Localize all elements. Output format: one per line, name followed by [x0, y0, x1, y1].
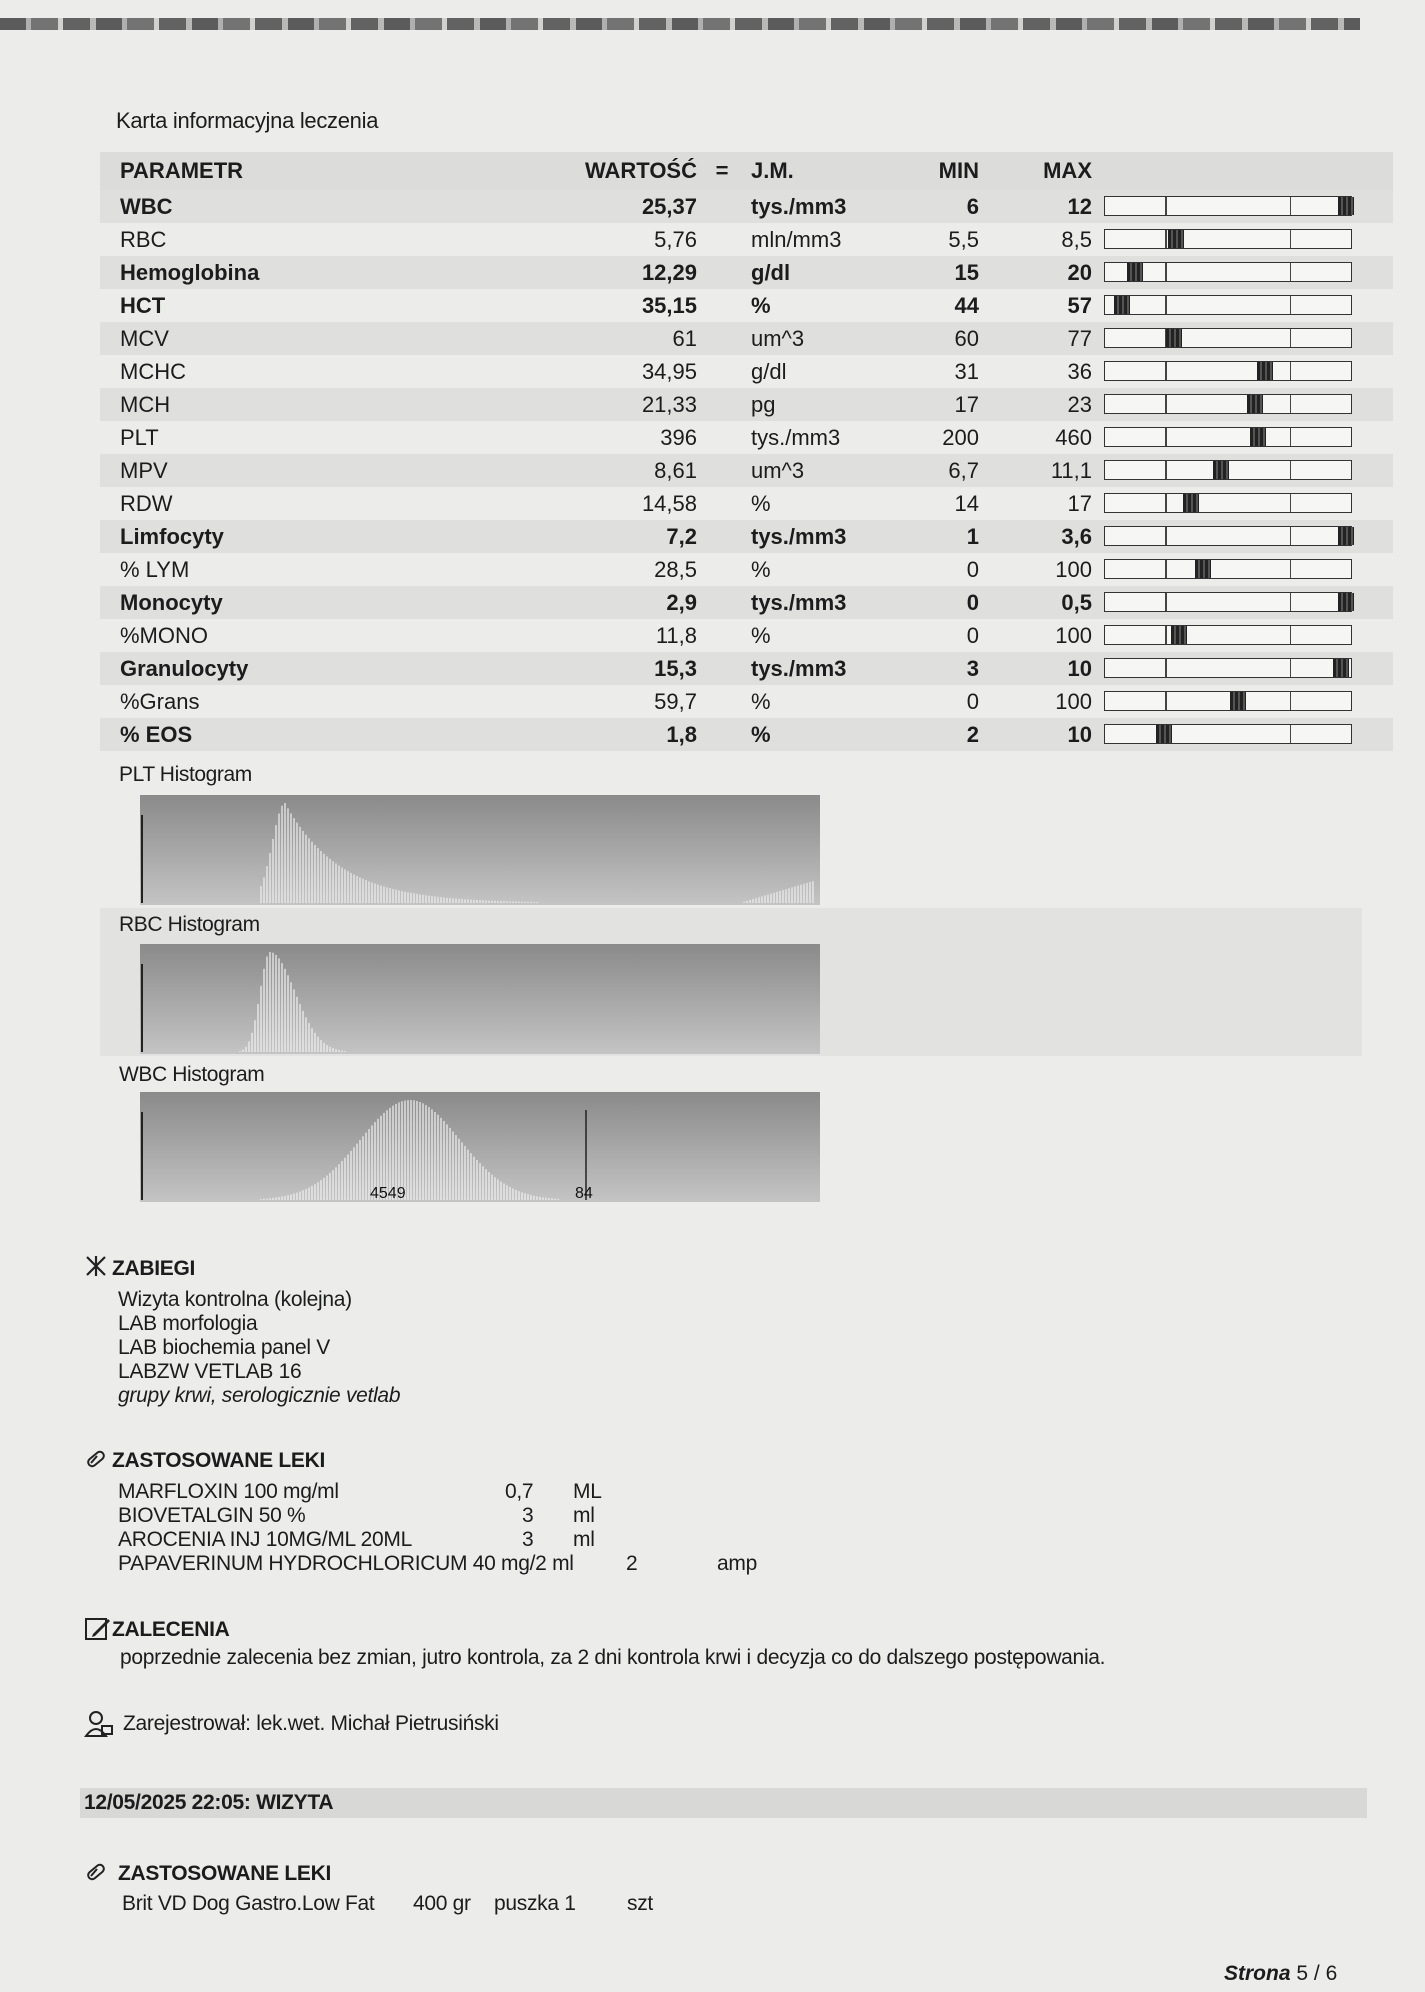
lab-row — [100, 718, 1393, 751]
param-unit: um^3 — [751, 457, 805, 483]
param-unit: tys./mm3 — [751, 655, 847, 681]
param-eq — [697, 586, 747, 619]
drug-unit: ml — [573, 1504, 595, 1527]
range-bar — [1104, 328, 1352, 348]
lab-row — [100, 322, 1393, 355]
range-indicator — [1096, 619, 1393, 652]
range-min-divider — [1165, 527, 1167, 545]
range-max-divider — [1290, 593, 1292, 611]
range-marker — [1213, 461, 1229, 479]
param-eq — [697, 553, 747, 586]
range-marker — [1127, 263, 1143, 281]
param-min: 0 — [966, 622, 979, 648]
param-unit: % — [751, 721, 771, 747]
wbc-histogram-label: WBC Histogram — [119, 1063, 265, 1086]
param-unit: pg — [751, 391, 776, 417]
range-marker — [1257, 362, 1273, 380]
drug-unit: ml — [573, 1528, 595, 1551]
range-max-divider — [1290, 263, 1292, 281]
range-min-divider — [1165, 692, 1167, 710]
param-unit: tys./mm3 — [751, 424, 841, 450]
range-indicator — [1096, 223, 1393, 256]
lab-row — [100, 289, 1393, 322]
range-max-divider — [1290, 692, 1292, 710]
lab-row — [100, 190, 1393, 223]
table-header-row — [100, 152, 1393, 190]
param-name: WBC — [120, 193, 173, 219]
param-min: 3 — [966, 655, 979, 681]
range-min-divider — [1165, 362, 1167, 380]
range-marker — [1168, 230, 1184, 248]
param-name: %MONO — [120, 622, 208, 648]
lab-row — [100, 553, 1393, 586]
range-bar — [1104, 559, 1352, 579]
range-marker — [1183, 494, 1199, 512]
param-value: 396 — [660, 424, 697, 450]
rbc-histogram — [140, 944, 820, 1054]
param-value: 5,76 — [654, 226, 697, 252]
pill-icon — [84, 1860, 108, 1889]
param-min: 6 — [966, 193, 979, 219]
range-min-divider — [1165, 428, 1167, 446]
range-min-divider — [1165, 197, 1167, 215]
param-eq — [697, 355, 747, 388]
range-min-divider — [1165, 296, 1167, 314]
page-number: 5 — [1296, 1962, 1309, 1985]
zabieg-item: LAB biochemia panel V — [118, 1336, 331, 1359]
visit-drug-unit: szt — [627, 1892, 653, 1915]
header-range — [1096, 152, 1393, 190]
zabieg-item: grupy krwi, serologicznie vetlab — [118, 1384, 401, 1407]
param-value: 8,61 — [654, 457, 697, 483]
param-eq — [697, 619, 747, 652]
range-indicator — [1096, 553, 1393, 586]
range-marker — [1338, 527, 1354, 545]
drug-qty: 3 — [522, 1528, 534, 1551]
lab-row — [100, 454, 1393, 487]
param-name: % LYM — [120, 556, 190, 582]
range-marker — [1250, 428, 1266, 446]
drug-qty: 2 — [626, 1552, 638, 1575]
wbc-histogram — [140, 1092, 820, 1202]
param-max: 11,1 — [1050, 457, 1092, 483]
range-bar — [1104, 262, 1352, 282]
param-min: 2 — [966, 721, 979, 747]
param-max: 10 — [1067, 721, 1092, 747]
param-unit: % — [751, 490, 771, 516]
range-min-divider — [1165, 395, 1167, 413]
range-min-divider — [1165, 593, 1167, 611]
drug-unit: amp — [717, 1552, 757, 1575]
visit-drug-pack: puszka 1 — [494, 1892, 576, 1915]
param-value: 14,58 — [641, 490, 697, 516]
param-unit: % — [751, 292, 771, 318]
header-max: MAX — [979, 152, 1096, 190]
zalecenia-title: ZALECENIA — [112, 1618, 230, 1641]
param-eq — [697, 652, 747, 685]
param-unit: g/dl — [751, 259, 791, 285]
visit-drug-name: Brit VD Dog Gastro.Low Fat — [122, 1892, 375, 1915]
param-value: 35,15 — [641, 292, 697, 318]
param-unit: g/dl — [751, 358, 787, 384]
param-value: 28,5 — [654, 556, 697, 582]
rbc-histogram-label: RBC Histogram — [119, 913, 260, 936]
param-max: 100 — [1055, 556, 1092, 582]
param-value: 21,33 — [641, 391, 697, 417]
header-param: PARAMETR — [100, 152, 572, 190]
param-max: 100 — [1055, 622, 1092, 648]
lab-row — [100, 487, 1393, 520]
param-eq — [697, 520, 747, 553]
header-value: WARTOŚĆ — [572, 152, 697, 190]
range-bar — [1104, 724, 1352, 744]
range-indicator — [1096, 520, 1393, 553]
range-min-divider — [1165, 560, 1167, 578]
param-eq — [697, 718, 747, 751]
range-max-divider — [1290, 230, 1292, 248]
range-bar — [1104, 592, 1352, 612]
lab-row — [100, 256, 1393, 289]
range-max-divider — [1290, 362, 1292, 380]
drug-name: BIOVETALGIN 50 % — [118, 1504, 306, 1527]
param-name: RDW — [120, 490, 173, 516]
param-value: 11,8 — [655, 622, 697, 648]
param-eq — [697, 685, 747, 718]
page-total: 6 — [1325, 1962, 1338, 1985]
range-indicator — [1096, 322, 1393, 355]
param-unit: mln/mm3 — [751, 226, 842, 252]
range-bar — [1104, 460, 1352, 480]
range-min-divider — [1165, 626, 1167, 644]
range-max-divider — [1290, 560, 1292, 578]
drug-qty: 0,7 — [505, 1480, 534, 1503]
param-min: 0 — [966, 556, 979, 582]
plt-histogram-label: PLT Histogram — [119, 763, 252, 786]
registered-by: Zarejestrował: lek.wet. Michał Pietrusiński — [123, 1712, 499, 1735]
lab-row — [100, 685, 1393, 718]
lab-row — [100, 652, 1393, 685]
param-min: 44 — [954, 292, 979, 318]
page-label: Strona — [1224, 1962, 1291, 1985]
range-indicator — [1096, 190, 1393, 223]
param-max: 460 — [1055, 424, 1092, 450]
param-name: MCV — [120, 325, 169, 351]
range-max-divider — [1290, 197, 1292, 215]
param-min: 200 — [942, 424, 979, 450]
param-name: MCH — [120, 391, 171, 417]
top-edge-strip — [0, 18, 1360, 30]
lab-table-body — [100, 190, 1393, 751]
range-max-divider — [1290, 395, 1292, 413]
param-min: 31 — [954, 358, 979, 384]
param-unit: % — [751, 622, 771, 648]
param-name: RBC — [120, 226, 167, 252]
param-name: MCHC — [120, 358, 186, 384]
param-value: 15,3 — [654, 655, 697, 681]
param-max: 100 — [1055, 688, 1092, 714]
param-name: Monocyty — [120, 589, 223, 615]
range-min-divider — [1165, 230, 1167, 248]
zabieg-item: Wizyta kontrolna (kolejna) — [118, 1288, 352, 1311]
param-max: 8,5 — [1061, 226, 1092, 252]
range-marker — [1166, 329, 1182, 347]
param-value: 7,2 — [666, 523, 697, 549]
param-max: 23 — [1067, 391, 1092, 417]
param-eq — [697, 190, 747, 223]
range-marker — [1333, 659, 1349, 677]
param-max: 12 — [1067, 193, 1092, 219]
range-max-divider — [1290, 428, 1292, 446]
range-indicator — [1096, 685, 1393, 718]
page-footer — [1224, 1962, 1337, 1986]
range-indicator — [1096, 355, 1393, 388]
param-eq — [697, 223, 747, 256]
lab-results-table — [100, 152, 1393, 751]
param-unit: tys./mm3 — [751, 589, 847, 615]
param-value: 59,7 — [654, 688, 697, 714]
range-marker — [1338, 593, 1354, 611]
range-marker — [1156, 725, 1172, 743]
lab-row — [100, 421, 1393, 454]
procedure-icon — [84, 1254, 108, 1283]
range-marker — [1247, 395, 1263, 413]
range-marker — [1171, 626, 1187, 644]
param-name: MPV — [120, 457, 168, 483]
zabiegi-title: ZABIEGI — [112, 1257, 196, 1280]
param-eq — [697, 256, 747, 289]
param-unit: % — [751, 688, 771, 714]
wbc-histogram-bars — [140, 1092, 820, 1202]
drug-name: MARFLOXIN 100 mg/ml — [118, 1480, 339, 1503]
drug-name: AROCENIA INJ 10MG/ML 20ML — [118, 1528, 412, 1551]
range-bar — [1104, 295, 1352, 315]
visit-drug-qty: 400 gr — [413, 1892, 471, 1915]
param-name: HCT — [120, 292, 166, 318]
visit-leki-title: ZASTOSOWANE LEKI — [118, 1862, 331, 1885]
param-eq — [697, 487, 747, 520]
wbc-marker-1: 4549 — [370, 1185, 406, 1202]
param-value: 25,37 — [641, 193, 697, 219]
range-marker — [1114, 296, 1130, 314]
range-max-divider — [1290, 296, 1292, 314]
range-max-divider — [1290, 659, 1292, 677]
param-value: 61 — [672, 325, 697, 351]
range-indicator — [1096, 454, 1393, 487]
range-bar — [1104, 625, 1352, 645]
drug-qty: 3 — [522, 1504, 534, 1527]
header-unit: J.M. — [747, 152, 894, 190]
param-name: %Grans — [120, 688, 200, 714]
param-eq — [697, 454, 747, 487]
param-min: 17 — [954, 391, 979, 417]
param-unit: um^3 — [751, 325, 805, 351]
range-max-divider — [1290, 461, 1292, 479]
lab-row — [100, 223, 1393, 256]
visit-header: 12/05/2025 22:05: WIZYTA — [84, 1791, 334, 1814]
param-max: 36 — [1067, 358, 1092, 384]
header-eq: = — [697, 152, 747, 190]
param-min: 60 — [954, 325, 979, 351]
zabieg-item: LAB morfologia — [118, 1312, 258, 1335]
range-min-divider — [1165, 494, 1167, 512]
param-value: 1,8 — [666, 721, 697, 747]
wbc-marker-2: 84 — [575, 1185, 593, 1202]
range-indicator — [1096, 388, 1393, 421]
zabieg-item: LABZW VETLAB 16 — [118, 1360, 302, 1383]
param-eq — [697, 388, 747, 421]
param-max: 57 — [1067, 292, 1092, 318]
param-value: 34,95 — [641, 358, 697, 384]
drug-name: PAPAVERINUM HYDROCHLORICUM 40 mg/2 ml — [118, 1552, 574, 1575]
param-min: 15 — [954, 259, 979, 285]
lab-row — [100, 388, 1393, 421]
param-max: 0,5 — [1061, 589, 1092, 615]
user-icon — [84, 1710, 114, 1743]
range-bar — [1104, 229, 1352, 249]
lab-row — [100, 586, 1393, 619]
range-indicator — [1096, 718, 1393, 751]
range-marker — [1195, 560, 1211, 578]
param-max: 3,6 — [1061, 523, 1092, 549]
param-value: 12,29 — [641, 259, 697, 285]
param-unit: tys./mm3 — [751, 523, 847, 549]
range-max-divider — [1290, 725, 1292, 743]
document-title: Karta informacyjna leczenia — [116, 108, 379, 133]
page-sep: / — [1313, 1962, 1320, 1985]
range-indicator — [1096, 421, 1393, 454]
drug-unit: ML — [573, 1480, 602, 1503]
range-max-divider — [1290, 329, 1292, 347]
range-indicator — [1096, 487, 1393, 520]
param-min: 6,7 — [948, 457, 979, 483]
param-name: Hemoglobina — [120, 259, 260, 285]
range-indicator — [1096, 256, 1393, 289]
param-name: Limfocyty — [120, 523, 224, 549]
param-unit: tys./mm3 — [751, 193, 847, 219]
range-marker — [1338, 197, 1354, 215]
range-max-divider — [1290, 527, 1292, 545]
range-min-divider — [1165, 263, 1167, 281]
param-value: 2,9 — [666, 589, 697, 615]
param-max: 17 — [1067, 490, 1092, 516]
lab-row — [100, 619, 1393, 652]
param-max: 77 — [1067, 325, 1092, 351]
range-min-divider — [1165, 461, 1167, 479]
range-indicator — [1096, 289, 1393, 322]
param-min: 0 — [966, 589, 979, 615]
range-indicator — [1096, 586, 1393, 619]
zalecenia-text: poprzednie zalecenia bez zmian, jutro kontrola, za 2 dni kontrola krwi i decyzja co do dalszego postępowania. — [120, 1646, 1106, 1669]
range-bar — [1104, 427, 1352, 447]
range-bar — [1104, 526, 1352, 546]
param-eq — [697, 421, 747, 454]
param-min: 5,5 — [948, 226, 979, 252]
plt-histogram — [140, 795, 820, 905]
range-marker — [1230, 692, 1246, 710]
param-eq — [697, 322, 747, 355]
range-bar — [1104, 361, 1352, 381]
param-eq — [697, 289, 747, 322]
range-max-divider — [1290, 494, 1292, 512]
param-min: 0 — [966, 688, 979, 714]
edit-note-icon — [84, 1615, 112, 1648]
param-max: 10 — [1067, 655, 1092, 681]
pill-icon — [84, 1447, 108, 1476]
param-max: 20 — [1067, 259, 1092, 285]
range-bar — [1104, 691, 1352, 711]
plt-histogram-bars — [140, 795, 820, 905]
range-indicator — [1096, 652, 1393, 685]
range-bar — [1104, 658, 1352, 678]
range-bar — [1104, 196, 1352, 216]
param-name: % EOS — [120, 721, 193, 747]
leki-title: ZASTOSOWANE LEKI — [112, 1449, 325, 1472]
lab-row — [100, 520, 1393, 553]
param-min: 1 — [966, 523, 979, 549]
param-name: Granulocyty — [120, 655, 249, 681]
range-min-divider — [1165, 659, 1167, 677]
param-min: 14 — [954, 490, 979, 516]
range-max-divider — [1290, 626, 1292, 644]
param-name: PLT — [120, 424, 159, 450]
range-bar — [1104, 394, 1352, 414]
lab-row — [100, 355, 1393, 388]
header-min: MIN — [894, 152, 979, 190]
range-bar — [1104, 493, 1352, 513]
param-unit: % — [751, 556, 771, 582]
rbc-histogram-bars — [140, 944, 820, 1054]
